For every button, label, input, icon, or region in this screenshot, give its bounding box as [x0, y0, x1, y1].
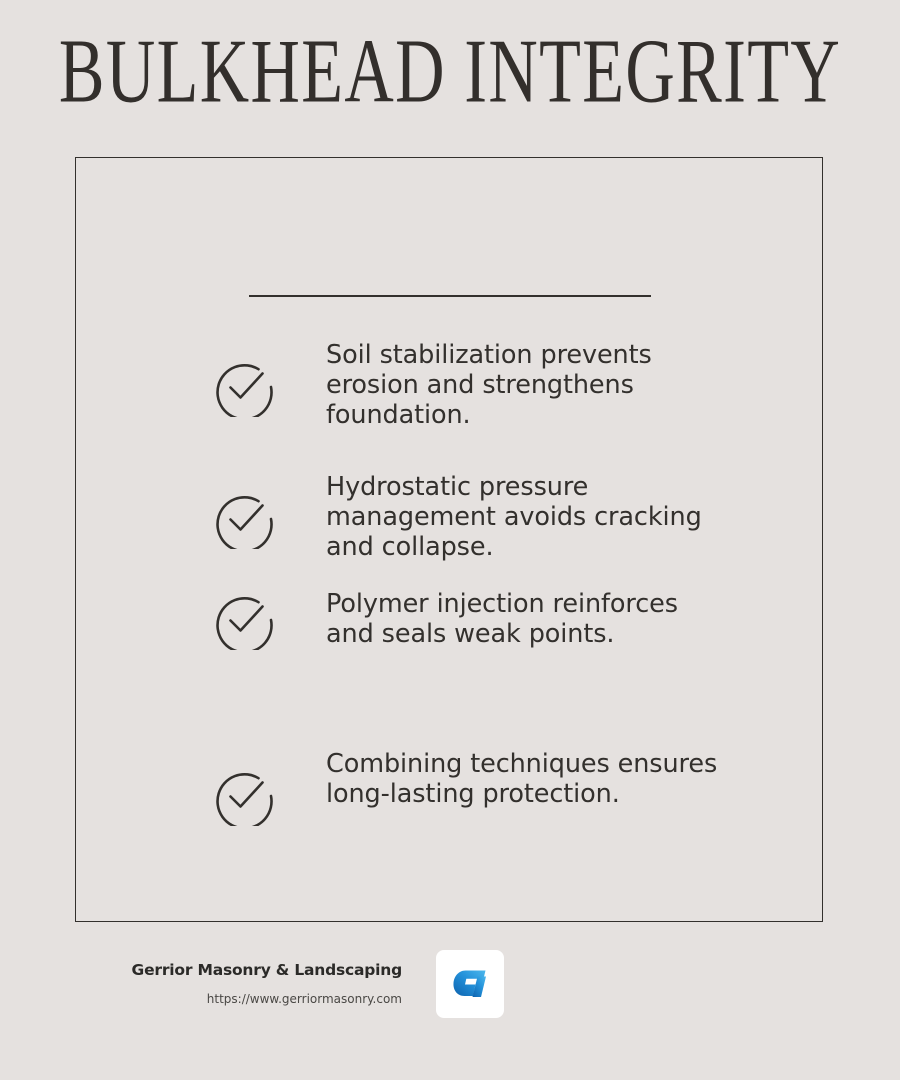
brand-name: Gerrior Masonry & Landscaping [131, 961, 402, 979]
divider-rule [249, 295, 651, 297]
check-circle-icon [214, 326, 274, 417]
brand-url[interactable]: https://www.gerriormasonry.com [206, 992, 402, 1006]
list-item [214, 326, 774, 430]
list-item-label: Soil stabilization prevents erosion and strengthens foundation. [326, 340, 652, 430]
list-item [214, 458, 774, 562]
check-circle-icon [214, 735, 274, 826]
list-item [214, 735, 774, 826]
brand-logo-tile [436, 950, 504, 1018]
list-item-label: Polymer injection reinforces and seals weak points. [326, 589, 678, 649]
footer-text-block [131, 959, 402, 1009]
footer-content [131, 950, 760, 1018]
list-item-label: Combining techniques ensures long-lasting protection. [326, 749, 718, 809]
page-title-container [0, 21, 900, 123]
footer [0, 950, 900, 1050]
list-item-label: Hydrostatic pressure management avoids cracking and collapse. [326, 472, 702, 562]
page-title: BULKHEAD INTEGRITY [58, 21, 842, 123]
list-item [214, 589, 774, 650]
check-circle-icon [214, 589, 274, 650]
check-circle-icon [214, 458, 274, 549]
gerrior-masonry-logo-icon [448, 962, 492, 1006]
